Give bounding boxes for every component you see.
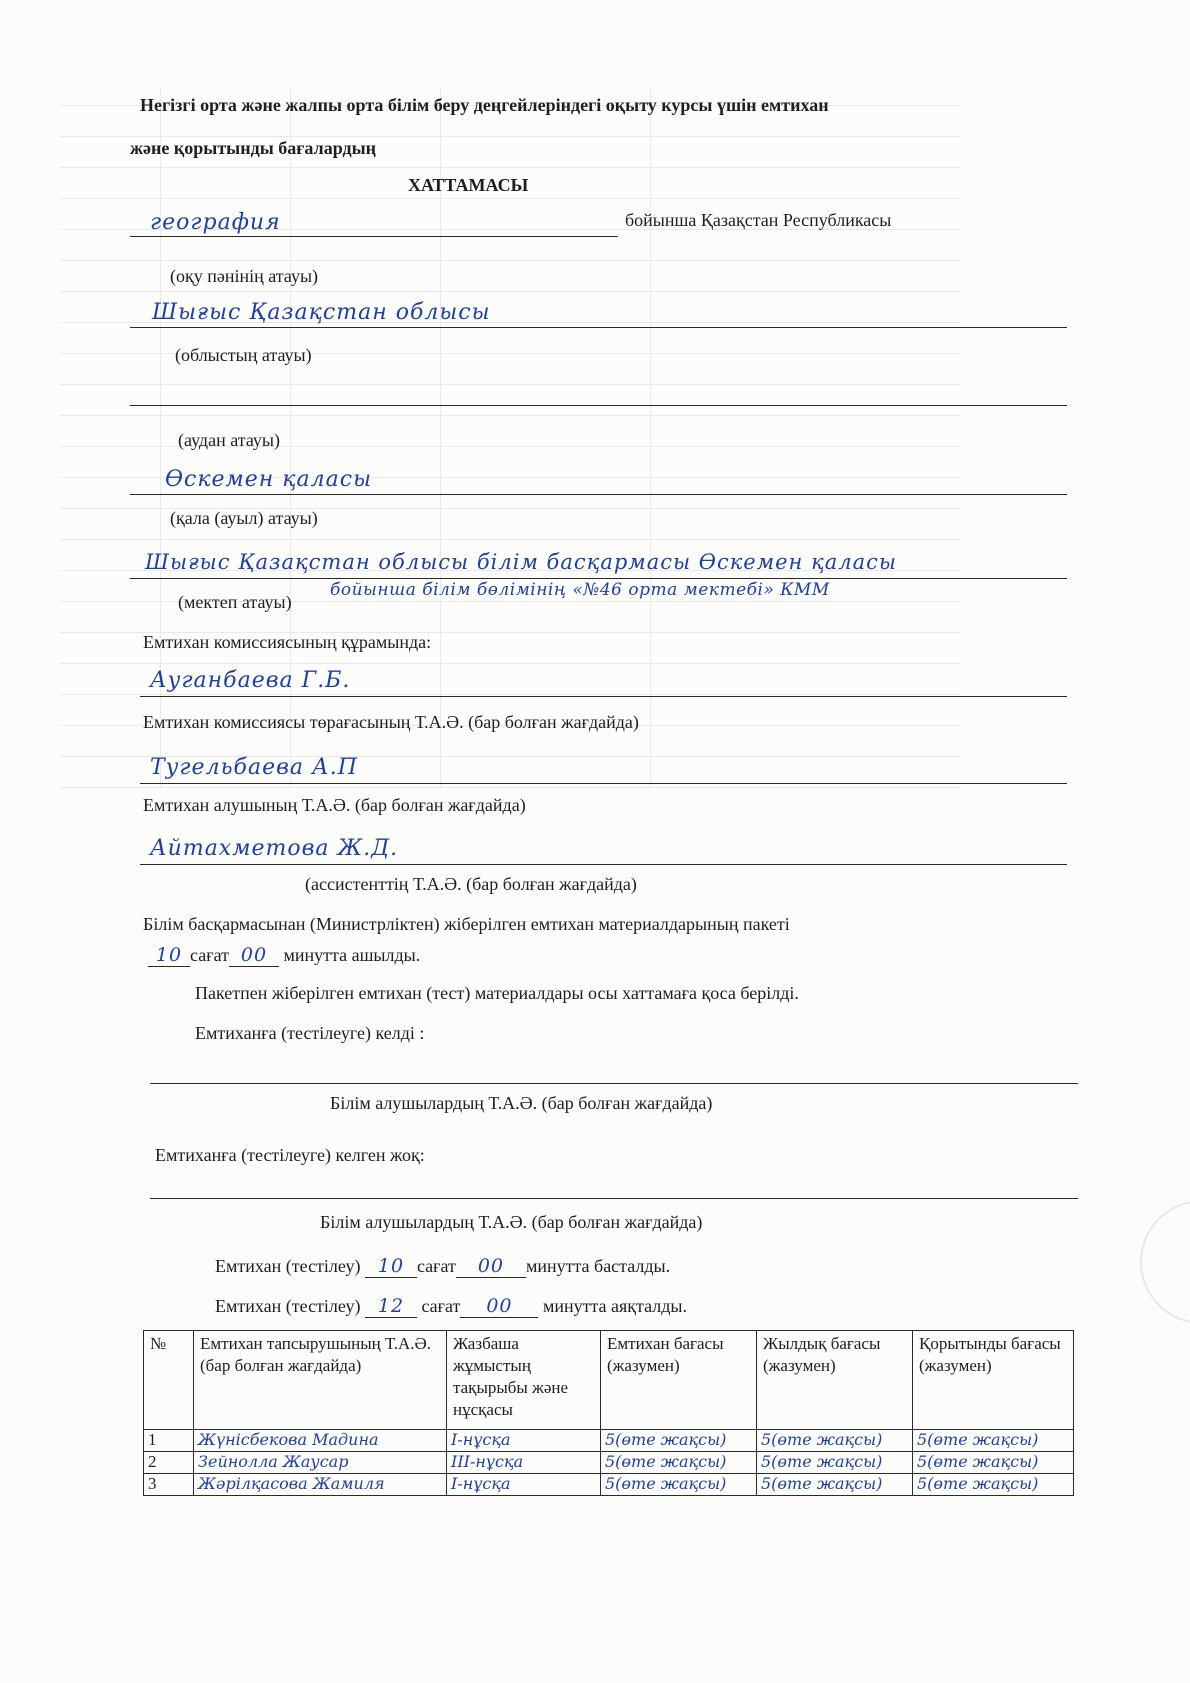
exam-grade: 5(өте жақсы) [601,1452,757,1474]
school-value-line-1: Шығыс Қазақстан облысы білім басқармасы Өскемен қаласы [145,550,898,574]
topic-variant: ІІІ-нұсқа [447,1452,601,1474]
subject-line [130,236,618,237]
end-prefix: Емтихан (тестілеу) [215,1296,361,1316]
exam-start-row [215,1255,670,1278]
present-label: Емтиханға (тестілеуге) келді : [195,1023,425,1043]
col-number-header: № [144,1331,194,1430]
region-label: (облыстың атауы) [175,345,312,365]
chair-value: Ауганбаева Г.Б. [150,668,351,693]
commission-heading: Емтихан комиссиясының құрамында: [143,632,432,652]
final-grade: 5(өте жақсы) [913,1452,1074,1474]
region-value: Шығыс Қазақстан облысы [152,300,491,325]
final-grade: 5(өте жақсы) [913,1430,1074,1452]
absent-students-label: Білім алушылардың Т.А.Ә. (бар болған жағдайда) [320,1212,703,1232]
end-hour: 12 [365,1295,417,1318]
results-table [143,1330,1074,1496]
exam-end-row [215,1295,687,1318]
start-prefix: Емтихан (тестілеу) [215,1256,361,1276]
subject-label: (оқу пәнінің атауы) [170,266,319,286]
end-minute: 00 [460,1295,538,1318]
col-topic-header: Жазбаша жұмыстың тақырыбы және нұсқасы [447,1331,601,1430]
col-annual-grade-header: Жылдық бағасы (жазумен) [757,1331,913,1430]
col-final-grade-header: Қорытынды бағасы (жазумен) [913,1331,1074,1430]
package-opened-suffix: минутта ашылды. [283,945,421,965]
title-line-1: Негізгі орта және жалпы орта білім беру деңгейлеріндегі оқыту курсы үшін емтихан [140,95,829,115]
end-word-hour: сағат [421,1296,461,1316]
absent-label: Емтиханға (тестілеуге) келген жоқ: [155,1145,425,1165]
assistant-line [140,864,1067,865]
final-grade: 5(өте жақсы) [913,1474,1074,1496]
assistant-label: (ассистенттің Т.А.Ә. (бар болған жағдайда) [305,874,637,894]
package-word-hour: сағат [190,945,229,965]
table-row [144,1452,1074,1474]
topic-variant: І-нұсқа [447,1474,601,1496]
annual-grade: 5(өте жақсы) [757,1430,913,1452]
region-line [130,327,1067,328]
student-name: Зейнолла Жаусар [194,1452,447,1474]
school-value-line-2: бойынша білім бөлімінің «№46 орта мектебі» КММ [330,580,830,600]
student-name: Жәрілқасова Жамиля [194,1474,447,1496]
examiner-value: Тугельбаева А.П [150,755,358,780]
examiner-label: Емтихан алушының Т.А.Ә. (бар болған жағдайда) [143,795,526,815]
school-label: (мектеп атауы) [178,592,292,612]
subject-value: география [150,210,281,235]
chair-line [140,696,1067,697]
table-header-row [144,1331,1074,1430]
row-number: 2 [144,1452,194,1474]
start-minute: 00 [456,1255,526,1278]
row-number: 1 [144,1430,194,1452]
package-hour: 10 [148,944,190,967]
exam-grade: 5(өте жақсы) [601,1430,757,1452]
district-label: (аудан атауы) [178,430,280,450]
col-name-header: Емтихан тапсырушының Т.А.Ә. (бар болған жағдайда) [194,1331,447,1430]
row-number: 3 [144,1474,194,1496]
page-title: ХАТТАМАСЫ [408,175,529,195]
col-exam-grade-header: Емтихан бағасы (жазумен) [601,1331,757,1430]
subject-suffix: бойынша Қазақстан Республикасы [625,210,892,230]
city-value: Өскемен қаласы [165,467,373,492]
school-line [130,578,1067,579]
annual-grade: 5(өте жақсы) [757,1474,913,1496]
exam-grade: 5(өте жақсы) [601,1474,757,1496]
package-opened-row [148,944,420,967]
examiner-line [140,783,1067,784]
annual-grade: 5(өте жақсы) [757,1452,913,1474]
start-word-hour: сағат [416,1256,456,1276]
absent-line [150,1198,1078,1199]
city-label: (қала (ауыл) атауы) [170,508,318,528]
package-minute: 00 [229,944,279,967]
city-line [130,494,1067,495]
start-hour: 10 [365,1255,417,1278]
present-students-label: Білім алушылардың Т.А.Ә. (бар болған жағдайда) [330,1093,713,1113]
stamp-seal [1140,1200,1190,1324]
topic-variant: І-нұсқа [447,1430,601,1452]
package-attached: Пакетпен жіберілген емтихан (тест) материалдары осы хаттамаға қоса берілді. [195,983,799,1003]
title-line-2: және қорытынды бағалардың [130,138,376,158]
chair-label: Емтихан комиссиясы төрағасының Т.А.Ә. (бар болған жағдайда) [143,712,639,732]
table-row [144,1474,1074,1496]
assistant-value: Айтахметова Ж.Д. [150,836,399,861]
student-name: Жүнісбекова Мадина [194,1430,447,1452]
table-row [144,1430,1074,1452]
district-line [130,405,1067,406]
start-suffix: минутта басталды. [525,1256,671,1276]
package-line: Білім басқармасынан (Министрліктен) жіберілген емтихан материалдарының пакеті [143,914,790,934]
present-line [150,1083,1078,1084]
end-suffix: минутта аяқталды. [542,1296,688,1316]
